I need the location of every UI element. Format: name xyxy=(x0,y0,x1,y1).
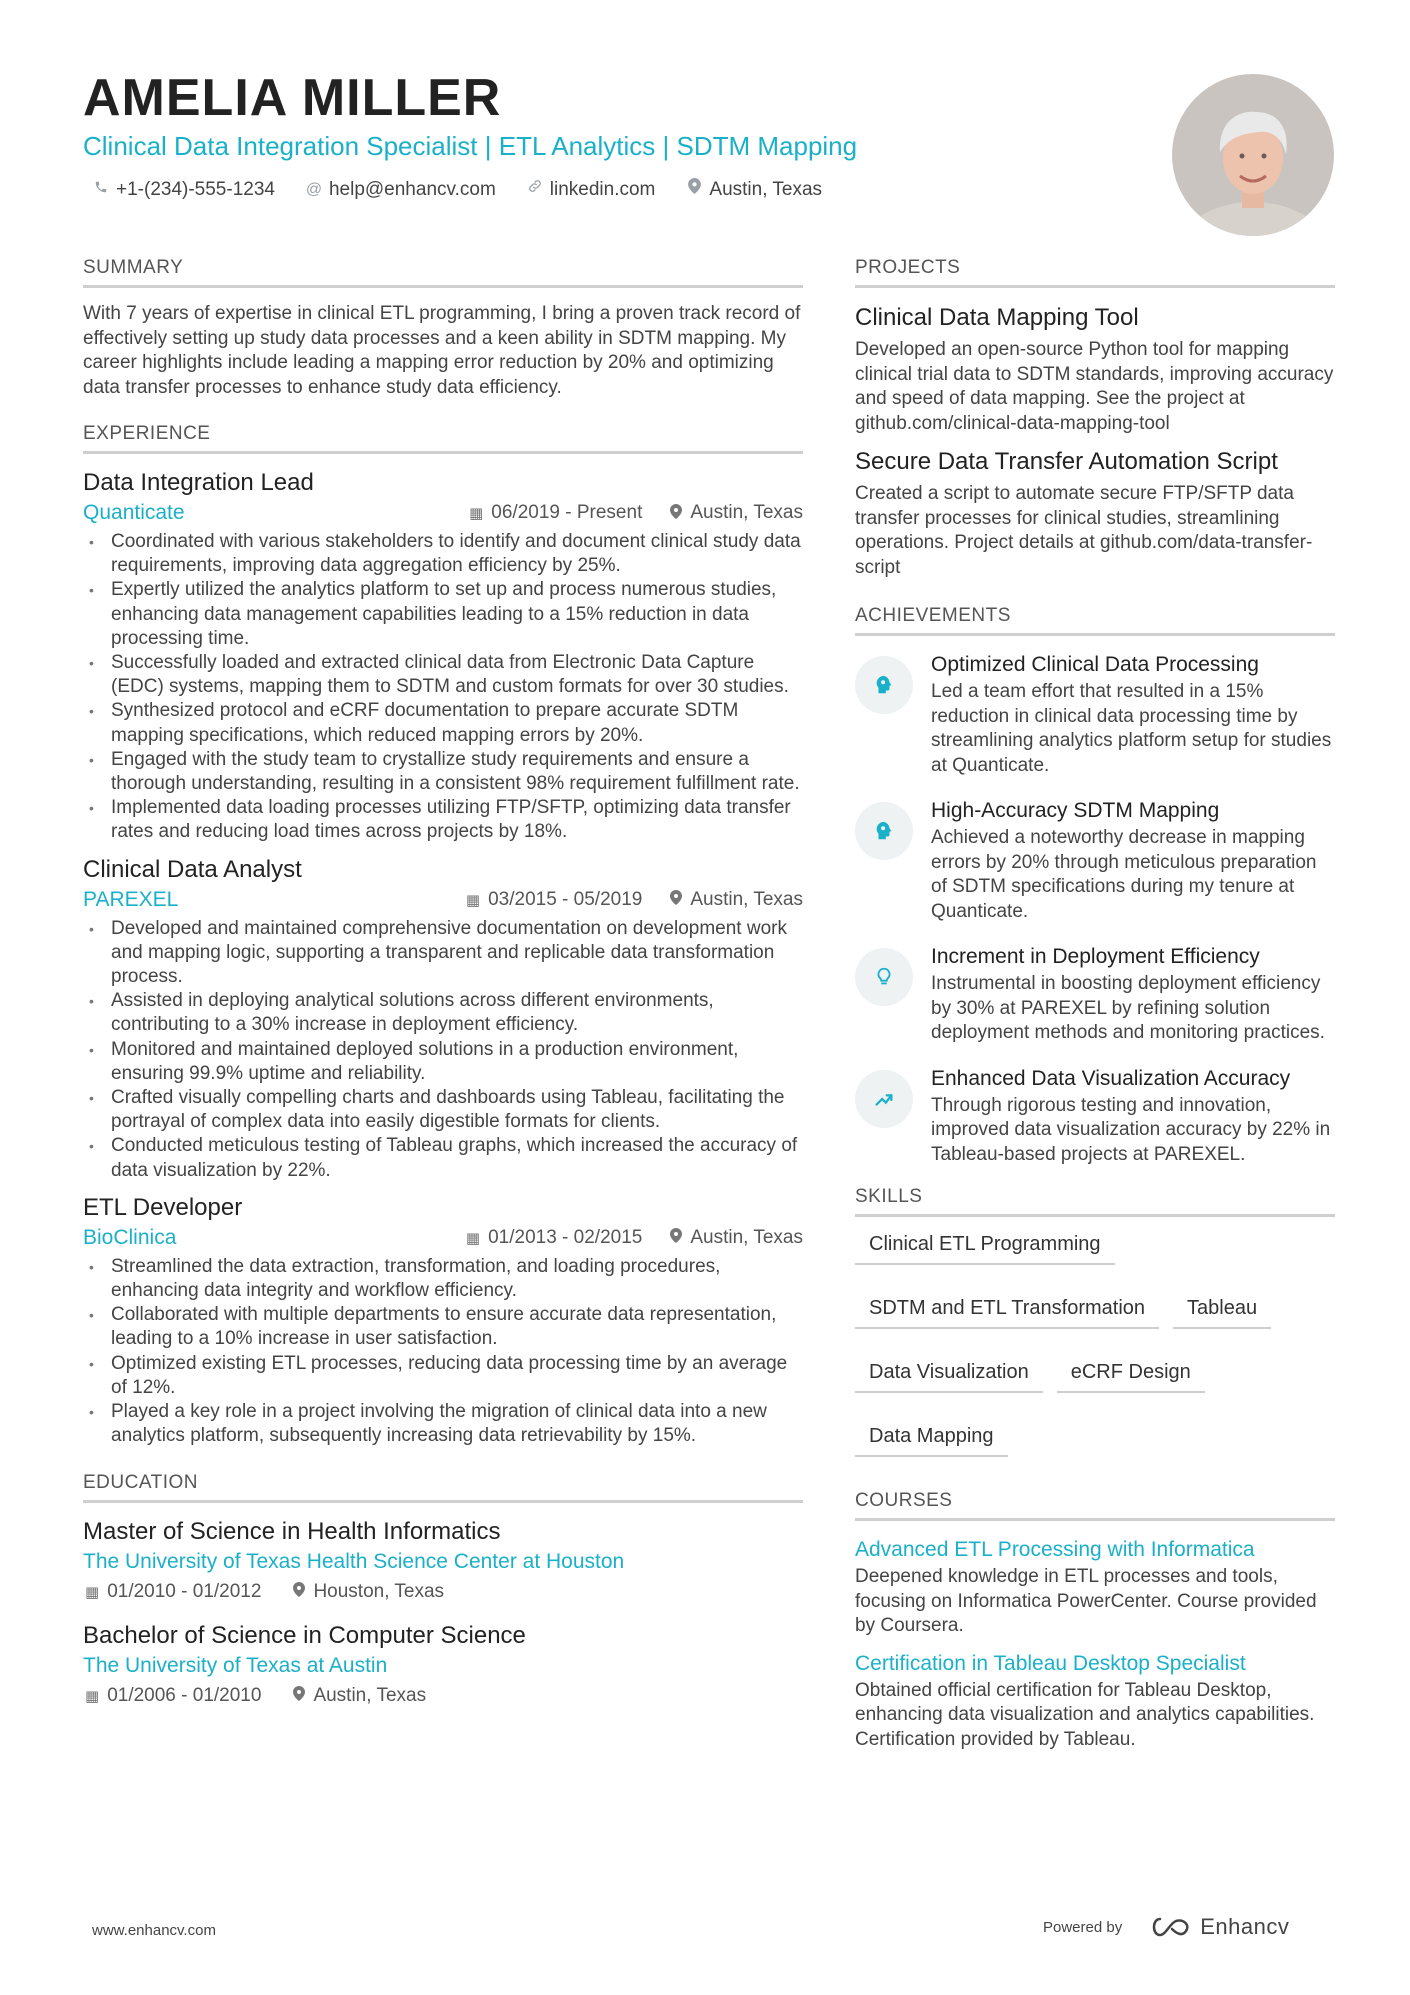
course-title: Advanced ETL Processing with Informatica xyxy=(855,1538,1255,1561)
skill-tag: eCRF Design xyxy=(1057,1351,1205,1393)
location-pin-icon xyxy=(293,1582,305,1601)
contact-email[interactable] xyxy=(305,177,496,203)
job-dates: 03/2015 - 05/2019 xyxy=(488,888,643,910)
contact-location xyxy=(685,177,822,203)
achievement-title: Increment in Deployment Efficiency xyxy=(931,945,1260,968)
at-icon: @ xyxy=(305,181,323,198)
list-item: • Implemented data loading processes utilizing FTP/SFTP, optimizing data transfer rates and reducing load times across projects by 18%. xyxy=(83,796,803,844)
list-item: • Conducted meticulous testing of Tableau graphs, which increased the accuracy of data visualization by 22%. xyxy=(83,1134,803,1182)
footer-powered xyxy=(1043,1914,1289,1940)
degree: Bachelor of Science in Computer Science xyxy=(83,1621,526,1649)
education-entry xyxy=(83,1621,803,1711)
enhancv-logo[interactable] xyxy=(1148,1914,1289,1940)
skill-tag: SDTM and ETL Transformation xyxy=(855,1287,1159,1329)
achievements-heading: ACHIEVEMENTS xyxy=(855,604,1335,636)
calendar-icon: ▦ xyxy=(85,1583,100,1601)
company-name: BioClinica xyxy=(83,1225,177,1249)
right-column xyxy=(855,256,1335,1752)
school-name: The University of Texas Health Science Center at Houston xyxy=(83,1549,625,1573)
course-entry xyxy=(855,1535,1335,1639)
job-title: Data Integration Lead xyxy=(83,469,314,496)
company-name: PAREXEL xyxy=(83,887,179,911)
list-item: • Engaged with the study team to crystallize study requirements and ensure a thorough understanding, resulting in a consistent 98% requirement fulfillment rate. xyxy=(83,748,803,796)
brain-head-icon xyxy=(855,656,913,714)
job-title: ETL Developer xyxy=(83,1193,243,1221)
location-pin-icon xyxy=(670,890,682,909)
projects-section xyxy=(855,256,1335,580)
brand-name: Enhancv xyxy=(1200,1914,1290,1939)
achievement-title: High-Accuracy SDTM Mapping xyxy=(931,799,1220,822)
achievement-title: Enhanced Data Visualization Accuracy xyxy=(931,1066,1291,1090)
powered-by-label: Powered by xyxy=(1043,1918,1123,1936)
job-location: Austin, Texas xyxy=(690,1226,803,1248)
job-location: Austin, Texas xyxy=(690,888,803,910)
contact-phone-text: +1-(234)-555-1234 xyxy=(116,179,275,200)
project-entry xyxy=(855,302,1335,436)
job-location: Austin, Texas xyxy=(690,502,803,523)
achievement-entry xyxy=(855,942,1335,1046)
brain-head-icon xyxy=(855,802,913,860)
list-item: • Streamlined the data extraction, transformation, and loading procedures, enhancing data integrity and workflow efficiency. xyxy=(83,1255,803,1303)
location-pin-icon xyxy=(670,1228,682,1247)
achievement-entry xyxy=(855,650,1335,778)
achievement-entry xyxy=(855,1064,1335,1168)
degree: Master of Science in Health Informatics xyxy=(83,1517,501,1545)
summary-text: With 7 years of expertise in clinical ETL programming, I bring a proven track record of effectively setting up study data processes and a keen ability in SDTM mapping. My career highlights include leading a mapping error reduction by 20% and optimizing data transfer processes to enhance study data efficiency. xyxy=(83,303,801,398)
company-name: Quanticate xyxy=(83,501,185,524)
phone-icon xyxy=(92,177,110,203)
skill-tag: Data Visualization xyxy=(855,1351,1043,1393)
project-text: Created a script to automate secure FTP/SFTP data transfer processes for clinical studies, streamlining operations. Project details at github.com/data-transfer-script xyxy=(855,483,1313,578)
achievement-text: Through rigorous testing and innovation, improved data visualization accuracy by 22% in Tableau-based projects at PAREXEL. xyxy=(931,1094,1331,1165)
left-column xyxy=(83,256,803,1721)
job-bullets xyxy=(83,917,803,1183)
education-dates: 01/2010 - 01/2012 xyxy=(107,1580,262,1602)
course-text: Deepened knowledge in ETL processes and tools, focusing on Informatica PowerCenter. Course provided by Coursera. xyxy=(855,1566,1317,1636)
course-text: Obtained official certification for Tableau Desktop, enhancing data visualization and analytics capabilities. Certification provided by Tableau. xyxy=(855,1679,1315,1750)
courses-section xyxy=(855,1489,1335,1752)
experience-section xyxy=(83,422,803,1449)
footer-website[interactable]: www.enhancv.com xyxy=(92,1922,216,1939)
list-item: • Coordinated with various stakeholders to identify and document clinical study data requirements, improving data aggregation efficiency by 25%. xyxy=(83,530,803,578)
job-bullets xyxy=(83,530,803,845)
project-title: Clinical Data Mapping Tool xyxy=(855,304,1139,331)
achievement-text: Led a team effort that resulted in a 15% reduction in clinical data processing time by streamlining analytics platform setup for studies at Quanticate. xyxy=(931,681,1332,776)
list-item: • Expertly utilized the analytics platform to set up and process numerous studies, enhancing data management capabilities leading to a 15% reduction in data processing time. xyxy=(83,578,803,651)
education-entry xyxy=(83,1517,803,1607)
skill-tag: Clinical ETL Programming xyxy=(855,1223,1115,1265)
achievement-entry xyxy=(855,796,1335,924)
projects-heading: PROJECTS xyxy=(855,256,1335,288)
skills-heading: SKILLS xyxy=(855,1185,1335,1217)
job-dates: 01/2013 - 02/2015 xyxy=(488,1226,643,1248)
job-entry xyxy=(83,855,803,1183)
education-location: Austin, Texas xyxy=(313,1684,427,1706)
calendar-icon: ▦ xyxy=(465,891,481,909)
contact-phone[interactable] xyxy=(92,177,275,203)
school-name: The University of Texas at Austin xyxy=(83,1653,388,1677)
list-item: • Successfully loaded and extracted clinical data from Electronic Data Capture (EDC) systems, mapping them to SDTM and custom formats for over 30 studies. xyxy=(83,651,803,699)
candidate-name: AMELIA MILLER xyxy=(83,69,502,127)
contact-linkedin-text: linkedin.com xyxy=(549,179,656,200)
list-item: • Played a key role in a project involving the migration of clinical data into a new analytics platform, subsequently increasing data retrievability by 15%. xyxy=(83,1400,803,1448)
job-entry xyxy=(83,1193,803,1449)
experience-heading: EXPERIENCE xyxy=(83,422,803,454)
contact-location-text: Austin, Texas xyxy=(709,179,823,200)
summary-heading: SUMMARY xyxy=(83,256,803,288)
achievement-title: Optimized Clinical Data Processing xyxy=(931,653,1259,676)
location-pin-icon xyxy=(293,1686,305,1705)
lightbulb-icon xyxy=(855,948,913,1006)
achievements-section xyxy=(855,604,1335,1167)
course-title: Certification in Tableau Desktop Specialist xyxy=(855,1651,1246,1675)
job-dates: 06/2019 - Present xyxy=(491,502,643,523)
education-heading: EDUCATION xyxy=(83,1471,803,1503)
education-section xyxy=(83,1471,803,1711)
list-item: • Monitored and maintained deployed solutions in a production environment, ensuring 99.9% uptime and reliability. xyxy=(83,1038,803,1086)
list-item: • Collaborated with multiple departments to ensure accurate data representation, leading to a 10% increase in user satisfaction. xyxy=(83,1303,803,1351)
courses-heading: COURSES xyxy=(855,1489,1335,1521)
education-location: Houston, Texas xyxy=(313,1580,445,1602)
job-title: Clinical Data Analyst xyxy=(83,855,302,883)
achievement-text: Instrumental in boosting deployment efficiency by 30% at PAREXEL by refining solution deployment methods and monitoring practices. xyxy=(931,973,1325,1043)
skill-tag: Data Mapping xyxy=(855,1415,1008,1457)
list-item: • Assisted in deploying analytical solutions across different environments, contributing to a 30% increase in deployment efficiency. xyxy=(83,989,803,1037)
course-entry xyxy=(855,1649,1335,1753)
calendar-icon: ▦ xyxy=(85,1687,100,1705)
avatar xyxy=(1172,74,1334,236)
skills-section xyxy=(855,1185,1335,1479)
skill-tag: Tableau xyxy=(1173,1287,1271,1329)
contact-linkedin[interactable] xyxy=(526,177,656,203)
list-item: • Synthesized protocol and eCRF documentation to prepare accurate SDTM mapping specifications, which reduced mapping errors by 20%. xyxy=(83,699,803,747)
project-text: Developed an open-source Python tool for mapping clinical trial data to SDTM standards, improving accuracy and speed of data mapping. See the project at github.com/clinical-data-mapping-tool xyxy=(855,339,1334,434)
location-pin-icon xyxy=(685,177,703,203)
list-item: • Developed and maintained comprehensive documentation on development work and mapping logic, supporting a transparent and replicable data transformation process. xyxy=(83,917,803,990)
education-dates: 01/2006 - 01/2010 xyxy=(107,1684,262,1706)
location-pin-icon xyxy=(670,504,682,523)
list-item: • Optimized existing ETL processes, reducing data processing time by an average of 12%. xyxy=(83,1352,803,1400)
chart-trend-icon xyxy=(855,1070,913,1128)
infinity-icon xyxy=(1148,1915,1194,1939)
calendar-icon: ▦ xyxy=(469,505,484,522)
contact-bar xyxy=(92,177,852,203)
job-entry xyxy=(83,468,803,845)
calendar-icon: ▦ xyxy=(465,1229,481,1247)
contact-email-text: help@enhancv.com xyxy=(328,179,496,200)
summary-section xyxy=(83,256,803,400)
project-entry xyxy=(855,446,1335,580)
job-bullets xyxy=(83,1255,803,1449)
headline: Clinical Data Integration Specialist | ETL Analytics | SDTM Mapping xyxy=(83,131,858,161)
list-item: • Crafted visually compelling charts and dashboards using Tableau, facilitating the portrayal of complex data into easily digestible formats for clients. xyxy=(83,1086,803,1134)
achievement-text: Achieved a noteworthy decrease in mapping errors by 20% through meticulous preparation of SDTM specifications during my tenure at Quanticate. xyxy=(931,827,1317,922)
link-icon xyxy=(526,177,544,203)
project-title: Secure Data Transfer Automation Script xyxy=(855,448,1278,475)
